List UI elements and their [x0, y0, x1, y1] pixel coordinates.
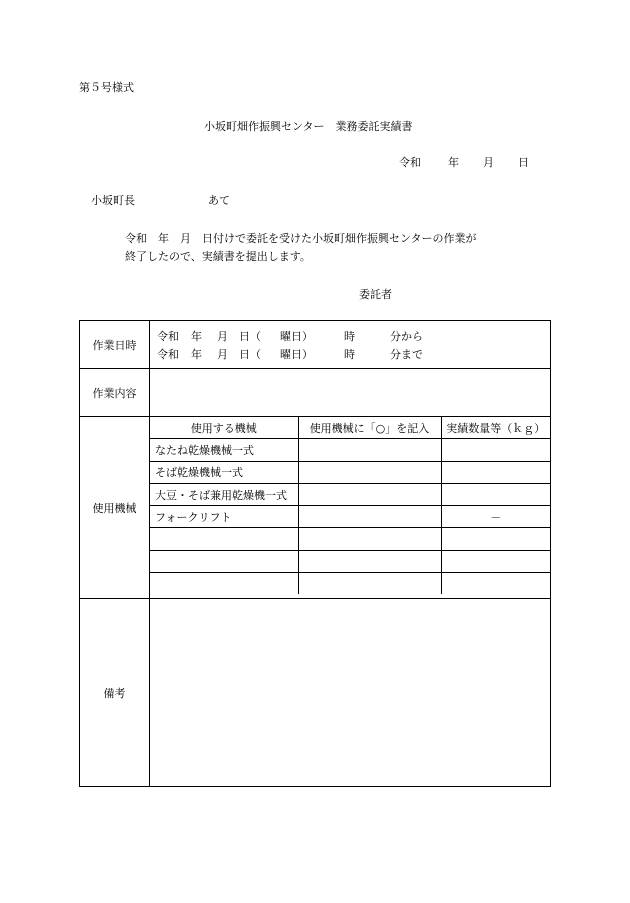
machine-mark[interactable]: [298, 573, 441, 595]
machine-header-qty: 実績数量等（ｋｇ）: [441, 417, 550, 439]
body-line-2: 終了したので、実績書を提出します。: [125, 250, 311, 263]
addressee: 小坂町長: [91, 194, 135, 207]
work-content-cell[interactable]: [150, 369, 551, 417]
date-era: 令和: [399, 156, 421, 169]
work-content-row: [80, 369, 551, 417]
machine-header-mark: 使用機械に「○」を記入: [298, 417, 441, 439]
remarks-cell[interactable]: [150, 599, 551, 787]
table-row: [150, 506, 550, 528]
machine-header-name: 使用する機械: [150, 417, 298, 439]
table-row: [150, 439, 550, 461]
machine-qty[interactable]: [441, 483, 550, 505]
table-row: [150, 483, 550, 505]
body-line-1: 令和 年 月 日付けで委託を受けた小坂町畑作振興センターの作業が: [125, 232, 477, 245]
machine-name: フォークリフト: [150, 506, 298, 528]
consignee-label: 委託者: [359, 288, 392, 301]
work-date-cell: 令和 年 月 日（ 曜日） 時 分から 令和 年 月 日（ 曜日） 時 分まで: [150, 321, 551, 369]
machine-name[interactable]: [150, 550, 298, 572]
machine-mark[interactable]: [298, 506, 441, 528]
machines-table: [150, 417, 550, 594]
machine-qty[interactable]: [441, 461, 550, 483]
machine-mark[interactable]: [298, 461, 441, 483]
table-row: [150, 461, 550, 483]
machine-mark[interactable]: [298, 528, 441, 550]
machine-name[interactable]: [150, 528, 298, 550]
machine-name[interactable]: [150, 573, 298, 595]
machine-name: そば乾燥機械一式: [150, 461, 298, 483]
date-month: 月: [483, 156, 494, 169]
machines-label: 使用機械: [80, 417, 150, 599]
table-row: [150, 528, 550, 550]
machine-name: なたね乾燥機械一式: [150, 439, 298, 461]
machine-qty[interactable]: －: [441, 506, 550, 528]
machine-mark[interactable]: [298, 439, 441, 461]
form-number: 第５号様式: [79, 81, 134, 94]
work-date-row: [80, 321, 551, 369]
machine-mark[interactable]: [298, 550, 441, 572]
machines-cell: [150, 417, 551, 599]
document-title: 小坂町畑作振興センター 業務委託実績書: [204, 120, 413, 133]
date-year: 年: [448, 156, 459, 169]
remarks-label: 備考: [80, 599, 150, 787]
machine-qty[interactable]: [441, 439, 550, 461]
date-day: 日: [518, 156, 529, 169]
machine-qty[interactable]: [441, 573, 550, 595]
machines-header-row: [150, 417, 550, 439]
report-table: [79, 320, 551, 787]
machine-mark[interactable]: [298, 483, 441, 505]
machine-qty[interactable]: [441, 528, 550, 550]
machine-qty[interactable]: [441, 550, 550, 572]
table-row: [150, 550, 550, 572]
table-row: [150, 573, 550, 595]
remarks-row: [80, 599, 551, 787]
machine-name: 大豆・そば兼用乾燥機一式: [150, 483, 298, 505]
machines-row: [80, 417, 551, 599]
work-content-label: 作業内容: [80, 369, 150, 417]
honorific: あて: [208, 194, 230, 207]
work-date-label: 作業日時: [80, 321, 150, 369]
